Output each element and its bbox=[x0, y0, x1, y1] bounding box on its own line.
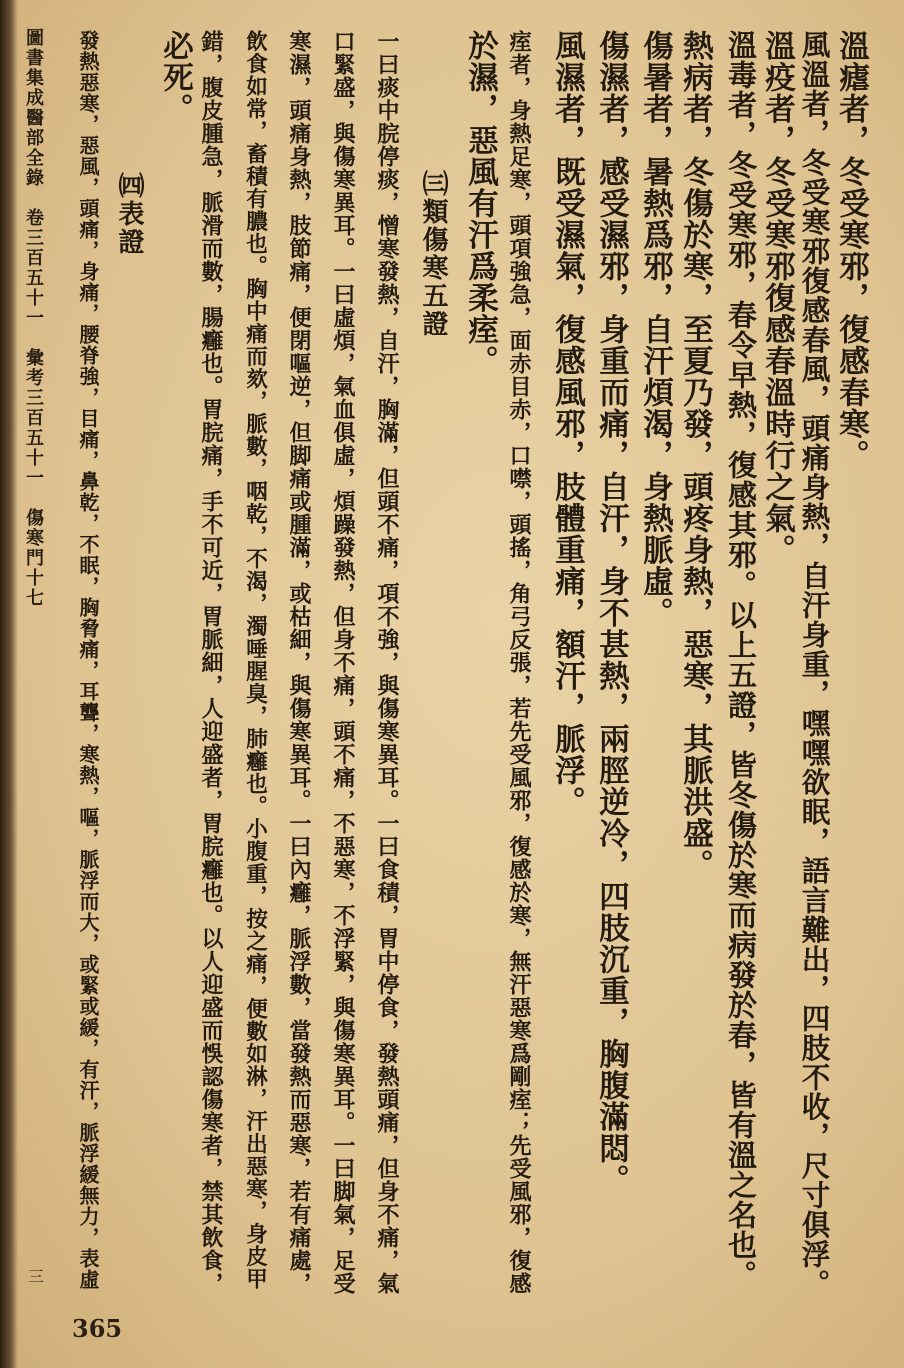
text-column-14: 飲食如常，畜積有膿也。胸中痛而欬，脈數，咽乾，不渴，濁唾腥臭，肺癰也。小腹重，按之痛，便數如淋，汗出惡寒，身皮甲 bbox=[242, 30, 268, 1290]
text-column-15: 錯，腹皮腫急，脈滑而數，腸癰也。胃脘痛，手不可近，胃脈細，人迎盛者，胃脘癰也。以人迎盛而悞認傷寒者，禁其飲食， bbox=[198, 30, 224, 1295]
text-column-17: 發熱惡寒，惡風，頭痛，身痛，腰脊強，目痛，鼻乾，不眠，胸脅痛，耳聾，寒熱，嘔，脈浮而大，或緊或緩，有汗，脈浮緩無力，表虛 bbox=[76, 30, 100, 1290]
text-column-10: 於濕，惡風有汗爲柔痓。 bbox=[462, 30, 499, 377]
text-column-7: 傷濕者，感受濕邪，身重而痛，自汗，身不甚熱，兩脛逆冷，四肢沉重，胸腹滿悶。 bbox=[593, 30, 630, 1196]
section-heading-3: ㈢類傷寒五證 bbox=[418, 170, 448, 338]
text-column-1: 溫瘧者，冬受寒邪，復感春寒。 bbox=[833, 30, 870, 471]
text-column-6: 傷暑者，暑熱爲邪，自汗煩渴，身熱脈虛。 bbox=[637, 30, 674, 629]
book-spine-shadow bbox=[0, 0, 18, 1368]
text-column-8: 風濕者，既受濕氣，復感風邪，肢體重痛，額汗，脈浮。 bbox=[549, 30, 586, 818]
text-column-11: 一曰痰中脘停痰，憎寒發熱，自汗，胸滿，但頭不痛，項不強，與傷寒異耳。一曰食積，胃中停食，發熱頭痛，但身不痛，氣 bbox=[374, 30, 400, 1295]
text-column-4: 溫毒者，冬受寒邪，春令早熱，復感其邪。以上五證，皆冬傷於寒而病發於春，皆有溫之名也。 bbox=[724, 30, 758, 1290]
text-column-13: 寒濕，頭痛身熱，肢節痛，便閉嘔逆，但脚痛或腫滿，或枯細，與傷寒異耳。一曰內癰，脈浮數，當發熱而惡寒，若有痛處， bbox=[286, 30, 312, 1295]
running-header: 圖書集成醫部全錄 卷三百五十一 彙考三百五十一 傷寒門十七 bbox=[23, 28, 44, 608]
page-number: 365 bbox=[72, 1314, 123, 1343]
text-column-3: 溫疫者，冬受寒邪復感春溫時行之氣。 bbox=[759, 30, 796, 566]
text-column-16: 必死。 bbox=[157, 30, 194, 125]
text-column-2: 風溫者，冬受寒邪復感春風，頭痛身熱，自汗身重，嘿嘿欲眠，語言難出，四肢不收，尺寸俱浮。 bbox=[797, 30, 832, 1299]
section-heading-4: ㈣表證 bbox=[114, 172, 144, 256]
text-column-5: 熱病者，冬傷於寒，至夏乃發，頭疼身熱，惡寒，其脈洪盛。 bbox=[677, 30, 714, 881]
text-column-9: 痓者，身熱足寒，頭項強急，面赤目赤，口噤，頭搖，角弓反張，若先受風邪，復感於寒，無汗惡寒爲剛痓；先受風邪，復感 bbox=[506, 30, 532, 1295]
leaf-mark: 三 bbox=[28, 1267, 45, 1286]
text-column-12: 口緊盛，與傷寒異耳。一曰虛煩，氣血俱虛，煩躁發熱，但身不痛，頭不痛，不惡寒，不浮緊，與傷寒異耳。一曰脚氣，足受 bbox=[330, 30, 356, 1295]
